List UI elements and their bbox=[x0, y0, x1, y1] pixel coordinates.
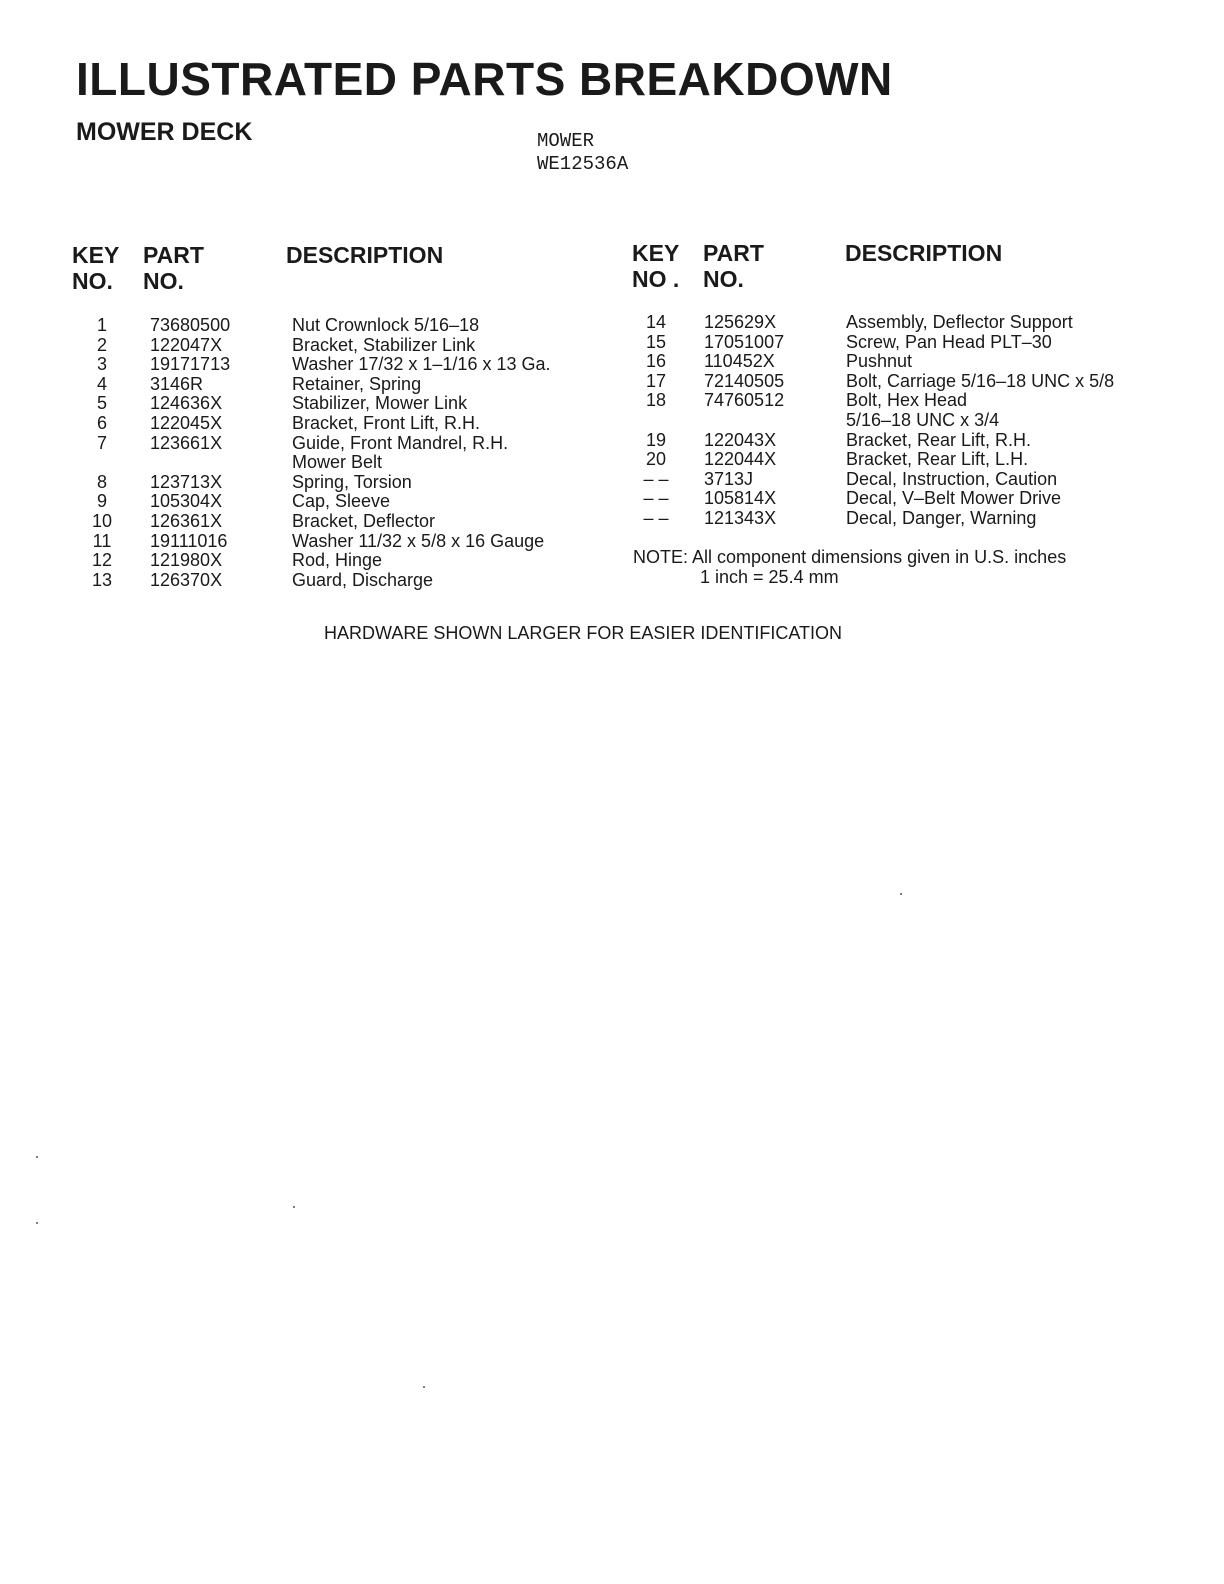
table-row bbox=[80, 336, 600, 356]
page-title: ILLUSTRATED PARTS BREAKDOWN bbox=[76, 53, 893, 105]
part-no-cell: 105814X bbox=[704, 488, 777, 509]
part-no-cell: 73680500 bbox=[150, 315, 231, 335]
key-no-cell: 5 bbox=[96, 393, 107, 414]
description-cell: Rod, Hinge bbox=[292, 550, 383, 571]
key-no-cell: 8 bbox=[96, 471, 107, 492]
note-line1: NOTE: All component dimensions given in U.S. inches bbox=[633, 547, 1067, 567]
key-header-line2: NO. bbox=[72, 268, 113, 294]
description-cell: Nut Crownlock 5/16–18 bbox=[292, 315, 480, 335]
model-number: WE12536A bbox=[537, 153, 629, 175]
key-no-cell: 19 bbox=[645, 429, 667, 450]
description-cell: Decal, V–Belt Mower Drive bbox=[846, 488, 1062, 509]
key-no-cell: 7 bbox=[96, 432, 107, 453]
part-no-cell: 125629X bbox=[704, 312, 777, 332]
table-row bbox=[632, 372, 1172, 392]
part-no-cell: 105304X bbox=[150, 491, 223, 512]
part-no-cell: 126361X bbox=[150, 510, 223, 531]
table-row bbox=[632, 431, 1172, 451]
key-no-cell: 9 bbox=[96, 491, 107, 512]
description-cell: Cap, Sleeve bbox=[292, 491, 391, 512]
part-no-cell: 110452X bbox=[704, 351, 775, 372]
part-no-cell: 3713J bbox=[704, 468, 754, 489]
right-part-header bbox=[703, 240, 764, 292]
model-block bbox=[537, 130, 628, 176]
table-row bbox=[80, 375, 600, 395]
description-cell: Bracket, Rear Lift, L.H. bbox=[846, 449, 1029, 470]
right-parts-table bbox=[632, 313, 1172, 529]
description-cell: Spring, Torsion bbox=[292, 471, 412, 492]
description-cell: Guard, Discharge bbox=[292, 569, 434, 590]
left-parts-table bbox=[80, 316, 600, 590]
table-row bbox=[632, 489, 1172, 509]
description-cell: Retainer, Spring bbox=[292, 373, 422, 394]
key-no-cell: 13 bbox=[91, 569, 113, 590]
table-row bbox=[80, 453, 600, 473]
table-row bbox=[80, 551, 600, 571]
table-row bbox=[80, 512, 600, 532]
table-row bbox=[80, 414, 600, 434]
table-row bbox=[80, 355, 600, 375]
key-no-cell: 12 bbox=[91, 550, 113, 571]
part-no-cell: 122045X bbox=[150, 412, 223, 433]
note-line2: 1 inch = 25.4 mm bbox=[700, 567, 839, 587]
part-no-cell: 121343X bbox=[704, 507, 777, 528]
table-row bbox=[632, 470, 1172, 490]
table-row bbox=[80, 394, 600, 414]
right-key-header bbox=[632, 240, 679, 292]
part-no-cell: 17051007 bbox=[704, 331, 785, 352]
description-cell: Bracket, Deflector bbox=[292, 510, 436, 531]
part-header-line1: PART bbox=[143, 242, 204, 268]
description-cell: 5/16–18 UNC x 3/4 bbox=[846, 409, 1000, 430]
table-row bbox=[632, 352, 1172, 372]
table-row bbox=[80, 434, 600, 454]
description-cell: Guide, Front Mandrel, R.H. bbox=[292, 432, 509, 453]
description-cell: Washer 17/32 x 1–1/16 x 13 Ga. bbox=[292, 354, 551, 375]
description-cell: Bracket, Stabilizer Link bbox=[292, 334, 476, 355]
table-row bbox=[80, 571, 600, 591]
description-cell: Pushnut bbox=[846, 351, 913, 372]
model-type: MOWER bbox=[537, 130, 595, 152]
description-cell: Washer 11/32 x 5/8 x 16 Gauge bbox=[292, 530, 545, 551]
key-no-cell: 15 bbox=[645, 331, 667, 352]
key-no-cell: 17 bbox=[645, 370, 667, 391]
table-row bbox=[80, 316, 600, 336]
part-header-line2: NO. bbox=[143, 268, 184, 294]
scan-speck bbox=[900, 893, 902, 895]
scan-speck bbox=[36, 1156, 38, 1158]
section-subtitle: MOWER DECK bbox=[76, 118, 253, 146]
description-cell: Decal, Instruction, Caution bbox=[846, 468, 1058, 489]
description-cell: Screw, Pan Head PLT–30 bbox=[846, 331, 1052, 352]
part-header-line1: PART bbox=[703, 240, 764, 266]
right-description-header: DESCRIPTION bbox=[845, 240, 1003, 266]
key-no-cell: 14 bbox=[645, 312, 667, 332]
part-no-cell: 126370X bbox=[150, 569, 223, 590]
part-no-cell: 19171713 bbox=[150, 354, 231, 375]
key-no-cell: – – bbox=[643, 468, 669, 489]
table-row bbox=[80, 532, 600, 552]
part-no-cell: 123661X bbox=[150, 432, 223, 453]
key-header-line1: KEY bbox=[72, 242, 120, 268]
part-no-cell: 3146R bbox=[150, 373, 204, 394]
table-row bbox=[632, 411, 1172, 431]
description-cell: Bracket, Front Lift, R.H. bbox=[292, 412, 481, 433]
key-no-cell: 1 bbox=[96, 315, 107, 335]
key-no-cell: 6 bbox=[96, 412, 107, 433]
key-no-cell: – – bbox=[643, 507, 669, 528]
key-no-cell: 20 bbox=[645, 449, 667, 470]
key-header-line2: NO . bbox=[632, 266, 680, 292]
note-block bbox=[633, 547, 1066, 587]
left-part-header bbox=[143, 242, 204, 294]
part-no-cell: 122047X bbox=[150, 334, 223, 355]
part-no-cell: 122044X bbox=[704, 449, 777, 470]
table-row bbox=[632, 450, 1172, 470]
description-cell: Bolt, Hex Head bbox=[846, 390, 968, 411]
description-cell: Mower Belt bbox=[292, 452, 383, 473]
scan-speck bbox=[423, 1386, 425, 1388]
hardware-note: HARDWARE SHOWN LARGER FOR EASIER IDENTIFICATION bbox=[324, 623, 843, 643]
key-no-cell: 10 bbox=[91, 510, 113, 531]
table-row bbox=[80, 492, 600, 512]
description-cell: Bolt, Carriage 5/16–18 UNC x 5/8 bbox=[846, 370, 1115, 391]
key-no-cell: 18 bbox=[645, 390, 667, 411]
left-description-header: DESCRIPTION bbox=[286, 242, 444, 268]
description-cell: Assembly, Deflector Support bbox=[846, 312, 1073, 332]
table-row bbox=[632, 391, 1172, 411]
key-no-cell: 11 bbox=[92, 530, 112, 551]
scan-speck bbox=[36, 1222, 38, 1224]
part-header-line2: NO. bbox=[703, 266, 744, 292]
table-row bbox=[80, 473, 600, 493]
part-no-cell: 121980X bbox=[150, 550, 223, 571]
table-row bbox=[632, 509, 1172, 529]
key-no-cell: 16 bbox=[645, 351, 667, 372]
part-no-cell: 72140505 bbox=[704, 370, 785, 391]
part-no-cell: 123713X bbox=[150, 471, 223, 492]
part-no-cell: 74760512 bbox=[704, 390, 785, 411]
key-no-cell: 4 bbox=[96, 373, 107, 394]
scan-speck bbox=[293, 1206, 295, 1208]
description-cell: Bracket, Rear Lift, R.H. bbox=[846, 429, 1032, 450]
left-key-header bbox=[72, 242, 119, 294]
key-no-cell: 2 bbox=[96, 334, 107, 355]
part-no-cell: 124636X bbox=[150, 393, 223, 414]
description-cell: Decal, Danger, Warning bbox=[846, 507, 1037, 528]
table-row bbox=[632, 313, 1172, 333]
part-no-cell: 19111016 bbox=[150, 530, 228, 551]
table-row bbox=[632, 333, 1172, 353]
part-no-cell: 122043X bbox=[704, 429, 777, 450]
key-header-line1: KEY bbox=[632, 240, 680, 266]
key-no-cell: 3 bbox=[96, 354, 107, 375]
key-no-cell: – – bbox=[643, 488, 669, 509]
description-cell: Stabilizer, Mower Link bbox=[292, 393, 468, 414]
